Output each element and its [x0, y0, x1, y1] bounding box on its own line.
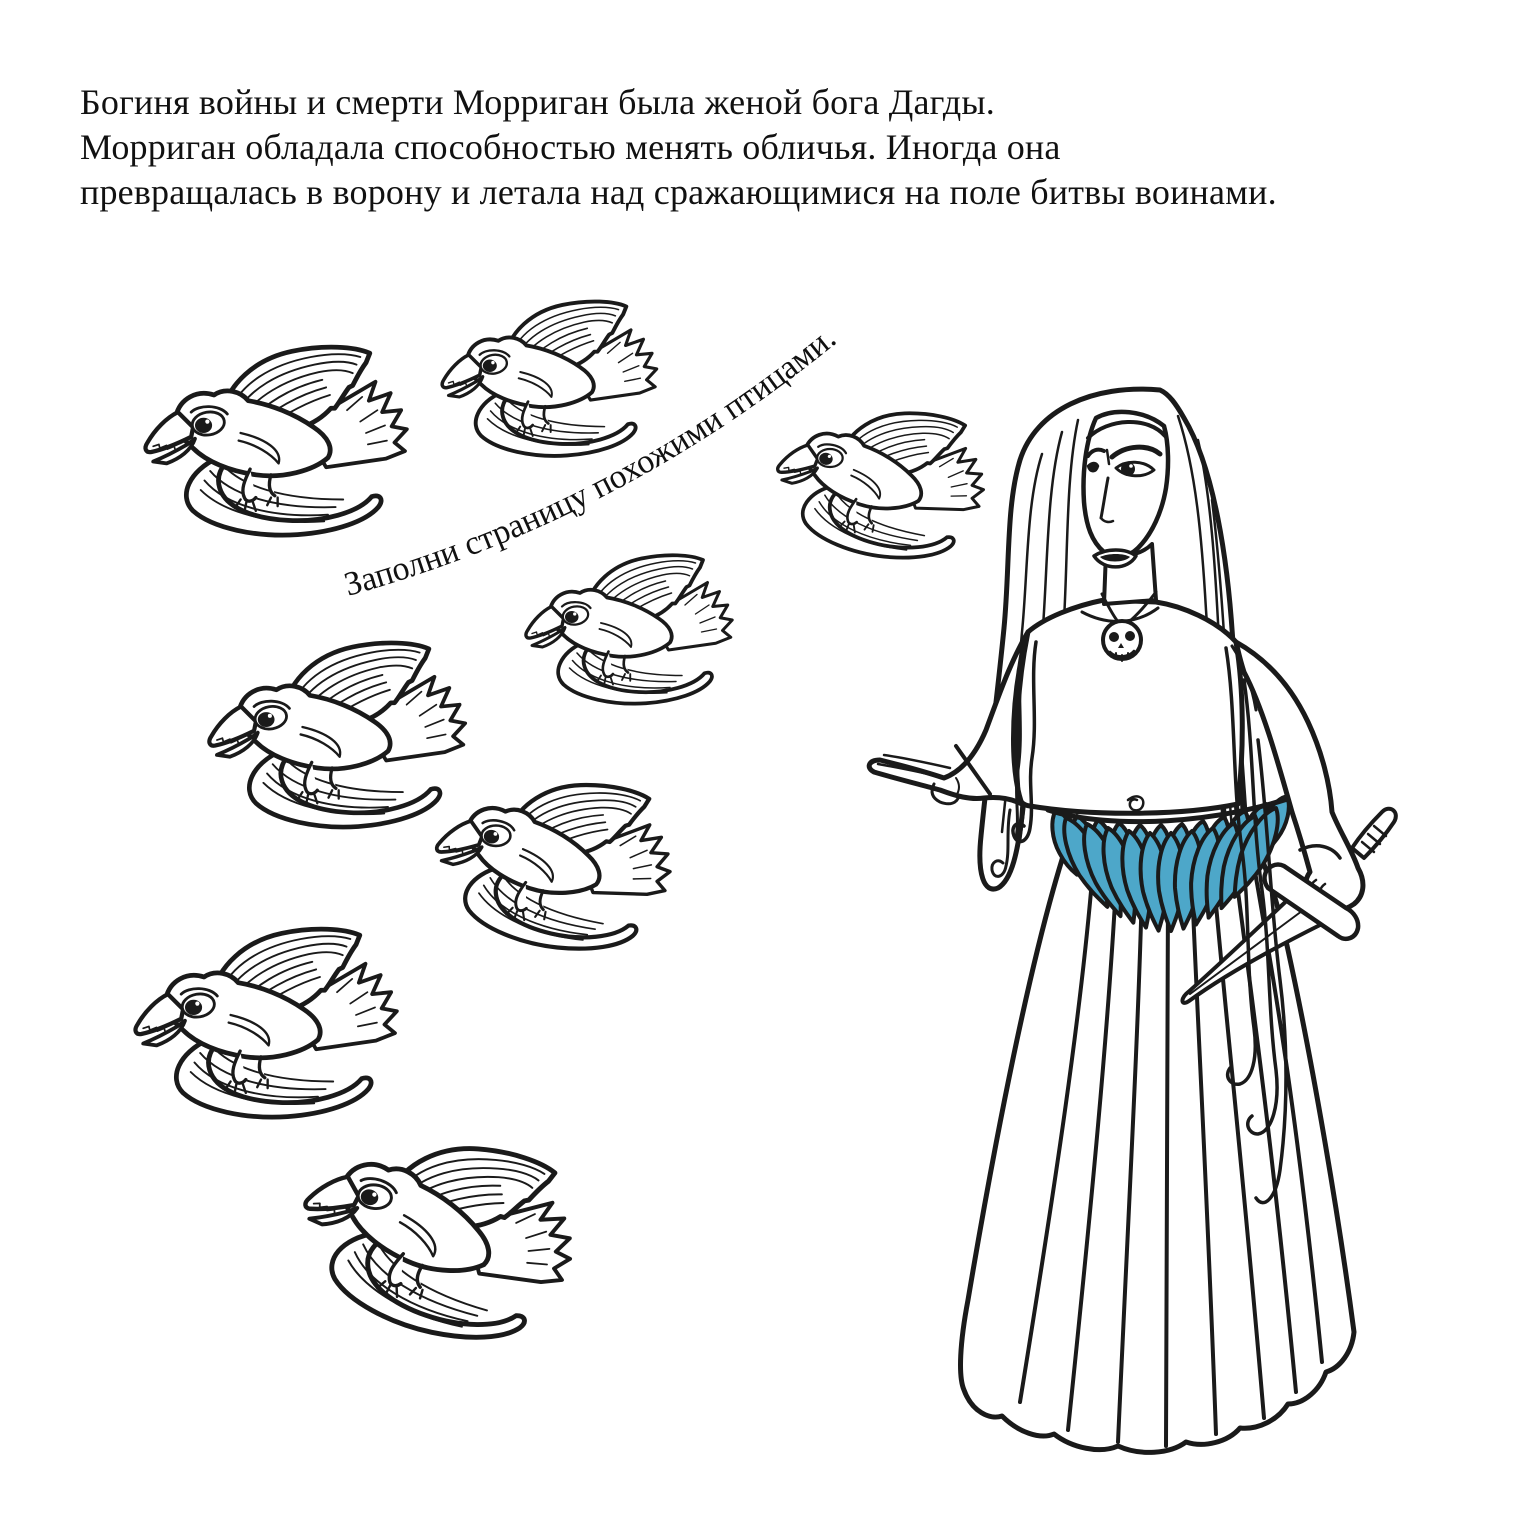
raven-illustration: [209, 643, 465, 827]
instruction-curved-text: Заполни страницу похожими птицами.: [340, 319, 843, 604]
dagger: [1352, 809, 1396, 858]
goddess-skirt: [961, 850, 1354, 1452]
raven-illustration: [136, 929, 397, 1117]
raven-illustration: [146, 347, 407, 535]
paragraph-line: Морриган обладала способностью менять обличья. Иногда она: [80, 127, 1061, 167]
paragraph-line: Богиня войны и смерти Морриган была женой бога Дагды.: [80, 82, 995, 122]
raven-illustration: [281, 1103, 594, 1364]
eye: [1088, 463, 1098, 471]
paragraph-line: превращалась в ворону и летала над сражающимися на поле битвы воинами.: [80, 172, 1277, 212]
raven-illustration: [442, 302, 657, 456]
raven-illustration: [766, 390, 995, 572]
raven-illustration: [526, 555, 732, 703]
raven-illustration: [423, 759, 682, 965]
